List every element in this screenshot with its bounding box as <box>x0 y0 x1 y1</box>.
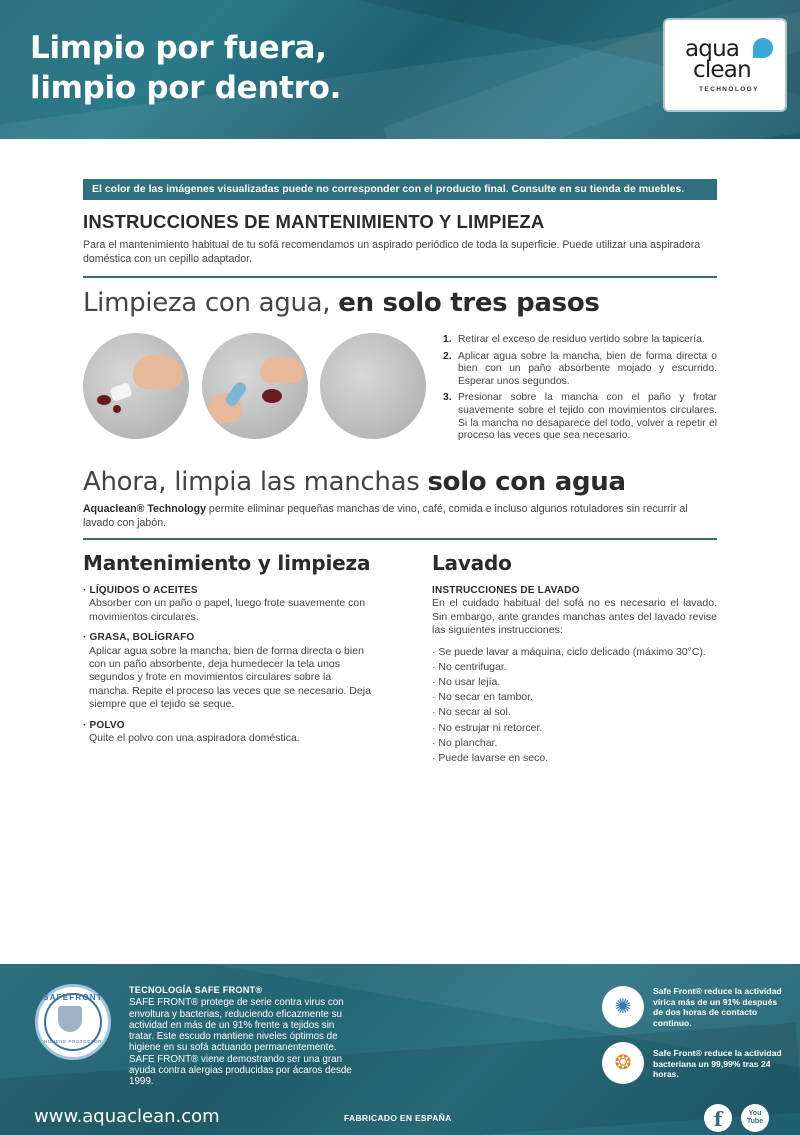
headline-line-1: Limpio por fuera, <box>30 30 327 66</box>
care-item-heading: · POLVO <box>83 719 125 731</box>
wash-section <box>432 584 717 766</box>
step-number: 1. <box>443 334 452 345</box>
care-item <box>83 584 373 624</box>
section-divider <box>83 538 717 540</box>
three-steps-title-light: Limpieza con agua, <box>83 288 339 318</box>
wash-instruction: · No centrifugar. <box>432 660 507 673</box>
wash-instruction: · Se puede lavar a máquina, ciclo delicado (máximo 30°C). <box>432 645 706 658</box>
care-item <box>83 719 373 746</box>
wash-instruction: · No estrujar ni retorcer. <box>432 721 543 734</box>
wash-title: Lavado <box>432 551 512 575</box>
hand-shape <box>260 357 304 383</box>
water-only-title <box>83 467 626 497</box>
safefront-title: TECNOLOGÍA SAFE FRONT® <box>129 985 263 995</box>
care-item <box>83 631 373 711</box>
three-steps-title-bold: en solo tres pasos <box>338 288 600 318</box>
step-3-photo <box>320 333 426 439</box>
website-link[interactable]: www.aquaclean.com <box>34 1106 220 1127</box>
care-item-heading: · LÍQUIDOS O ACEITES <box>83 585 198 596</box>
logo-tagline: TECHNOLOGY <box>699 86 759 93</box>
care-item-body: Absorber con un paño o papel, luego frote suavemente con movimientos circulares. <box>89 597 366 623</box>
aquaclean-logo <box>665 20 785 110</box>
care-item-heading: · GRASA, BOLÍGRAFO <box>83 632 195 644</box>
youtube-label-bottom: Tube <box>746 1118 764 1125</box>
water-only-title-light: Ahora, limpia las manchas <box>83 467 428 497</box>
step-item <box>443 334 717 347</box>
stain-shape <box>97 395 111 405</box>
headline <box>30 28 341 108</box>
step-text: Aplicar agua sobre la mancha, bien de forma directa o bien con un paño absorbente mojado y escurrido. Esperar unos segundos. <box>458 350 717 387</box>
header-banner <box>0 0 800 139</box>
youtube-label-top: You <box>748 1110 762 1117</box>
safefront-seal <box>35 984 111 1060</box>
maintenance-intro: Para el mantenimiento habitual de tu sofá recomendamos un aspirado periódico de toda la superficie. Puede utilizar una aspiradora doméstica con un cepillo adaptador. <box>83 239 701 265</box>
virus-glyph: ✺ <box>614 996 632 1018</box>
seal-top-text: SAFEFRONT <box>43 993 103 1002</box>
bacteria-glyph: ❂ <box>614 1052 632 1074</box>
stain-shape <box>262 389 282 403</box>
water-drop-icon <box>753 38 773 58</box>
facebook-icon[interactable]: f <box>704 1104 732 1132</box>
step-number: 2. <box>443 350 452 362</box>
three-steps-title <box>83 288 600 318</box>
safefront-text: SAFE FRONT® protege de serie contra virus con envoltura y bacterias, reduciendo eficazmente su actividad en más de un 91% frente a tejidos sin tratar. Este escudo mantiene niveles óptimos de higiene en su sofá actuando permanentemente. SAFE FRONT® viene demostrando ser una gran ayuda contra alergias producidas por ácaros desde 1999. <box>129 997 352 1088</box>
wash-description: En el cuidado habitual del sofá no es necesario el lavado. Sin embargo, ante grandes manchas antes del lavado revise las siguientes instrucciones: <box>432 597 717 637</box>
bacteria-icon <box>602 1042 644 1084</box>
youtube-icon[interactable] <box>741 1104 769 1132</box>
care-list <box>83 584 373 752</box>
wash-instruction: · No secar en tambor. <box>432 691 533 704</box>
care-item-body: Quite el polvo con una aspiradora doméstica. <box>89 732 300 745</box>
step-item <box>443 392 717 442</box>
virus-icon <box>602 986 644 1028</box>
seal-bottom-text: HIGIENE PROTECTOR <box>43 1039 103 1044</box>
care-item-body: Aplicar agua sobre la mancha, bien de forma directa o bien con un paño absorbente, deja humedecer la tela unos segundos y frote en movimientos circulares sobre la mancha. Repite el proceso las veces que se necesario. Deja siempre que el tejido se seque. <box>89 644 371 711</box>
section-divider <box>83 276 717 278</box>
safefront-description <box>129 985 361 1088</box>
water-only-title-bold: solo con agua <box>427 467 626 497</box>
virus-claim: Safe Front® reduce la actividad vírica más de un 91% después de dos horas de contacto continuo. <box>653 986 782 1028</box>
made-in-label: FABRICADO EN ESPAÑA <box>344 1113 452 1123</box>
step-1-photo <box>83 333 189 439</box>
brand-name: Aquaclean® Technology <box>83 503 206 515</box>
step-item <box>443 351 717 389</box>
stain-shape <box>113 405 121 413</box>
care-title: Mantenimiento y limpieza <box>83 551 371 575</box>
wash-instruction: · Puede lavarse en seco. <box>432 752 549 765</box>
hand-shape <box>133 355 183 389</box>
wash-instruction: · No usar lejía. <box>432 676 501 689</box>
step-number: 3. <box>443 392 452 404</box>
wash-instruction: · No planchar. <box>432 736 498 749</box>
bottle-shape <box>224 380 249 408</box>
bacteria-claim: Safe Front® reduce la actividad bacteriana un 99,99% tras 24 horas. <box>653 1048 782 1080</box>
wash-heading: INSTRUCCIONES DE LAVADO <box>432 585 580 596</box>
logo-word-clean: clean <box>693 57 751 83</box>
wash-instruction: · No secar al sol. <box>432 706 511 719</box>
cloth-shape <box>109 382 133 402</box>
shield-icon <box>58 1006 82 1032</box>
water-only-text: permite eliminar pequeñas manchas de vino, café, comida e incluso algunos rotuladores sin recurrir al lavado con jabón. <box>83 503 688 529</box>
water-only-description <box>83 502 717 530</box>
logo-word-aqua: aqua <box>685 36 740 62</box>
step-text: Retirar el exceso de residuo vertido sobre la tapicería. <box>458 334 705 345</box>
headline-line-2: limpio por dentro. <box>30 70 342 106</box>
step-2-photo <box>202 333 308 439</box>
steps-list <box>443 334 717 447</box>
maintenance-title: INSTRUCCIONES DE MANTENIMIENTO Y LIMPIEZA <box>83 211 545 232</box>
color-disclaimer: El color de las imágenes visualizadas puede no corresponder con el producto final. Consulte en su tienda de muebles. <box>83 179 717 200</box>
step-text: Presionar sobre la mancha con el paño y frotar suavemente sobre el tejido con movimientos circulares. Si la mancha no desaparece del todo, volver a repetir el proceso las veces que sea necesario. <box>458 392 717 442</box>
